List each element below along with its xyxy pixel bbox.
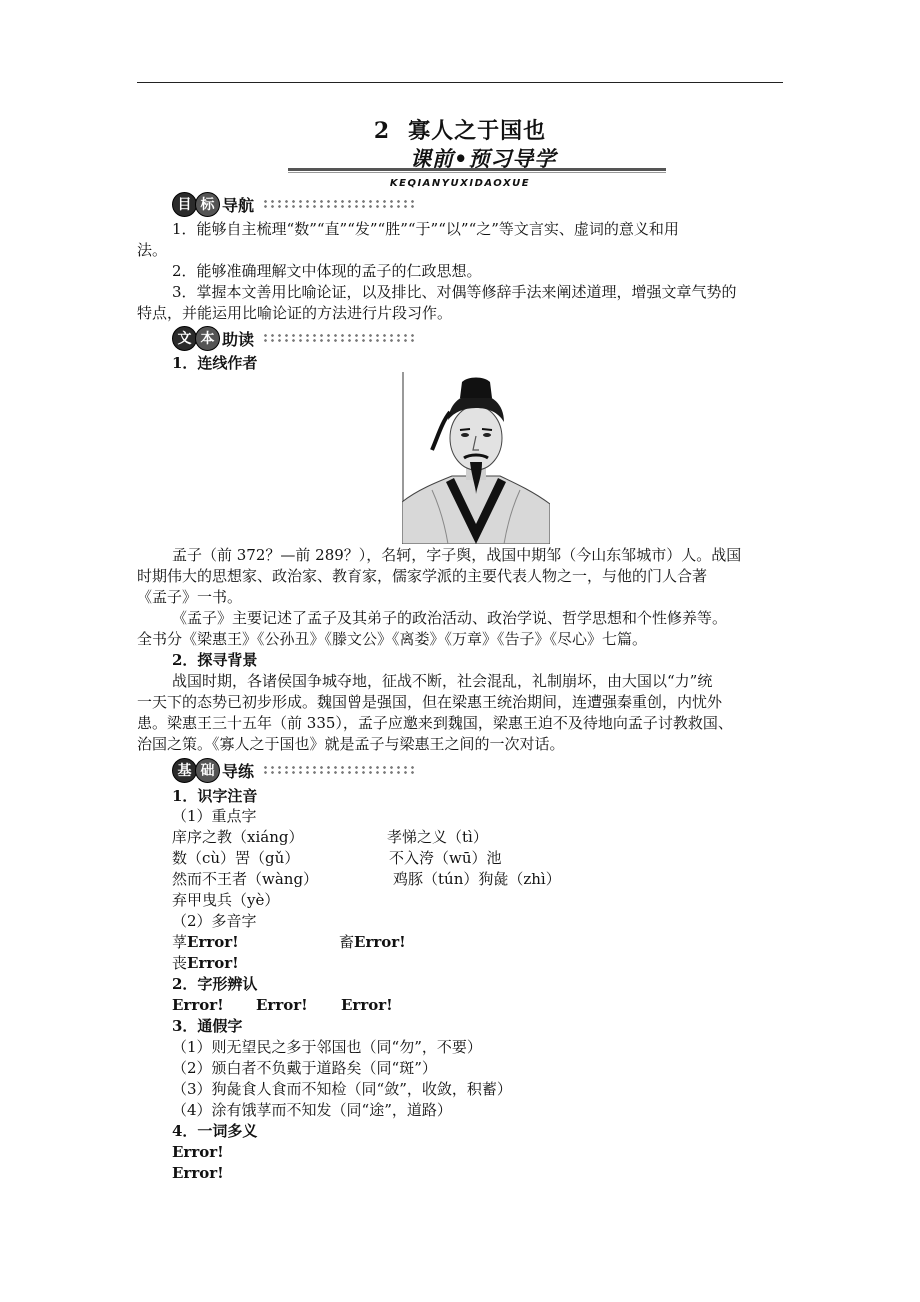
- char-item: 孝悌之义（tì）: [387, 828, 488, 846]
- mencius-portrait: [402, 372, 550, 544]
- error-text: Error!: [172, 1143, 224, 1161]
- goals-badge-2: 标: [195, 192, 220, 217]
- error-text: Error!: [354, 933, 406, 951]
- author-para-1: 孟子（前 372？—前 289？），名轲，字子舆，战国中期邹（今山东邹城市）人。战国: [172, 546, 742, 564]
- reading-title: 助读: [222, 329, 255, 349]
- basics-subhead-glyph: 2．字形辨认: [172, 975, 258, 993]
- background-para-l3: 患。梁惠王三十五年（前 335），孟子应邀来到魏国，梁惠王迫不及待地向孟子讨教救国、: [137, 714, 733, 732]
- char-item: 然而不王者（wàng）: [172, 870, 319, 888]
- char-item: 弃甲曳兵（yè）: [172, 891, 280, 909]
- basics-heading: [172, 757, 418, 783]
- reading-subhead-author: 1．连线作者: [172, 354, 258, 372]
- loan-char-item: （4）涂有饿莩而不知发（同“途”，道路）: [172, 1101, 452, 1119]
- goal-3-cont: 特点，并能运用比喻论证的方法进行片段习作。: [137, 304, 453, 322]
- polyphone-char: 莩: [172, 933, 188, 951]
- goal-1: 1．能够自主梳理“数”“直”“发”“胜”“于”“以”“之”等文言实、虚词的意义和用: [172, 220, 679, 238]
- error-text: Error!: [172, 1164, 224, 1182]
- error-text: Error!: [341, 996, 393, 1014]
- goals-badge-1: 目: [172, 192, 197, 217]
- loan-char-item: （3）狗彘食人食而不知检（同“敛”，收敛，积蓄）: [172, 1080, 512, 1098]
- goals-title: 导航: [222, 195, 255, 215]
- basics-subhead-polysemy: 4．一词多义: [172, 1122, 258, 1140]
- dotted-leader: [262, 199, 418, 209]
- char-item: 鸡豚（tún）狗彘（zhì）: [393, 870, 561, 888]
- reading-subhead-background: 2．探寻背景: [172, 651, 258, 669]
- polyphone-char: 畜: [339, 933, 355, 951]
- basics-subhead-loan-chars: 3．通假字: [172, 1017, 243, 1035]
- loan-char-item: （2）颁白者不负戴于道路矣（同“斑”）: [172, 1059, 437, 1077]
- section-banner: [288, 146, 666, 172]
- reading-badge-1: 文: [172, 326, 197, 351]
- char-item: 数（cù）罟（gǔ）: [172, 849, 300, 867]
- author-para-1-l3: 《孟子》一书。: [137, 588, 243, 606]
- page-title: [0, 114, 920, 145]
- author-para-2: 《孟子》主要记述了孟子及其弟子的政治活动、政治学说、哲学思想和个性修养等。: [172, 609, 728, 627]
- banner-pinyin: KEQIANYUXIDAOXUE: [389, 178, 531, 189]
- loan-char-item: （1）则无望民之多于邻国也（同“勿”，不要）: [172, 1038, 482, 1056]
- author-para-1-l2: 时期伟大的思想家、政治家、教育家，儒家学派的主要代表人物之一，与他的门人合著: [137, 567, 708, 585]
- error-text: Error!: [256, 996, 308, 1014]
- key-chars-label: （1）重点字: [172, 807, 257, 825]
- reading-badge-2: 本: [195, 326, 220, 351]
- background-para-l2: 一天下的态势已初步形成。魏国曾是强国，但在梁惠王统治期间，连遭强秦重创，内忧外: [137, 693, 723, 711]
- author-para-2-l2: 全书分《梁惠王》《公孙丑》《滕文公》《离娄》《万章》《告子》《尽心》七篇。: [137, 630, 648, 648]
- goal-1-cont: 法。: [137, 241, 168, 259]
- basics-badge-1: 基: [172, 758, 197, 783]
- error-text: Error!: [187, 933, 239, 951]
- background-para-l4: 治国之策。《寡人之于国也》就是孟子与梁惠王之间的一次对话。: [137, 735, 565, 753]
- polyphone-item: [172, 953, 239, 973]
- polyphone-item: [172, 932, 239, 952]
- dotted-leader: [262, 765, 418, 775]
- lesson-number: 2: [373, 118, 391, 144]
- error-text: Error!: [187, 954, 239, 972]
- goals-heading: [172, 191, 418, 217]
- banner-text: 课前•预习导学: [410, 146, 557, 171]
- goal-3: 3．掌握本文善用比喻论证，以及排比、对偶等修辞手法来阐述道理，增强文章气势的: [172, 283, 737, 301]
- dotted-leader: [262, 333, 418, 343]
- basics-badge-2: 础: [195, 758, 220, 783]
- reading-heading: [172, 325, 418, 351]
- char-item: 不入洿（wū）池: [389, 849, 502, 867]
- polyphone-char: 丧: [172, 954, 188, 972]
- lesson-title: 寡人之于国也: [408, 118, 547, 144]
- polyphone-label: （2）多音字: [172, 912, 257, 930]
- background-para: 战国时期，各诸侯国争城夺地，征战不断，社会混乱，礼制崩坏，由大国以“力”统: [172, 672, 713, 690]
- error-text: Error!: [172, 996, 224, 1014]
- basics-subhead-pinyin: 1．识字注音: [172, 787, 258, 805]
- top-rule: [137, 82, 783, 83]
- char-item: 庠序之教（xiáng）: [172, 828, 304, 846]
- polyphone-item: [339, 932, 406, 952]
- goal-2: 2．能够准确理解文中体现的孟子的仁政思想。: [172, 262, 482, 280]
- basics-title: 导练: [222, 761, 255, 781]
